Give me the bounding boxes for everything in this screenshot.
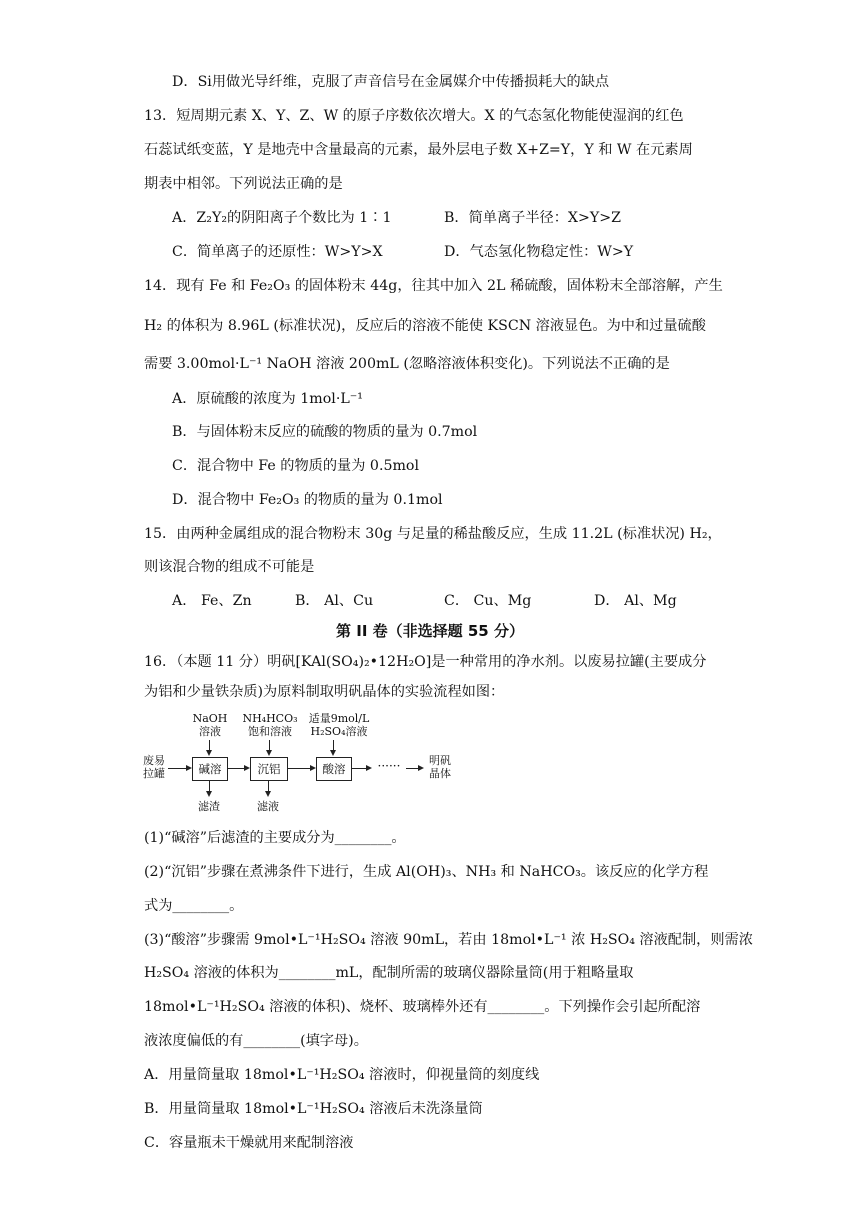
q15-option-b: B． Al、Cu (295, 593, 374, 609)
reagent3-label: 适量9mol/L H₂SO₄溶液 (308, 712, 370, 738)
q16-option-a: A．用量筒量取 18mol•L⁻¹H₂SO₄ 溶液时，仰视量筒的刻度线 (144, 1067, 540, 1083)
q14-option-a: A．原硫酸的浓度为 1mol·L⁻¹ (172, 391, 363, 407)
q13-stem-line3: 期表中相邻。下列说法正确的是 (144, 176, 343, 192)
q13-stem-line2: 石蕊试纸变蓝，Y 是地壳中含量最高的元素，最外层电子数 X+Z=Y，Y 和 W 在元素周 (144, 142, 693, 158)
q15-option-a: A． Fe、Zn (172, 593, 252, 609)
step-acid-dissolve: 酸溶 (316, 757, 352, 781)
q13-option-a: A．Z₂Y₂的阴阳离子个数比为 1∶1 (172, 210, 392, 226)
reagent2-label: NH₄HCO₃ 饱和溶液 (242, 712, 298, 738)
q15-option-c: C． Cu、Mg (444, 593, 532, 609)
q16-part1: (1)“碱溶”后滤渣的主要成分为________。 (144, 830, 406, 846)
q14-stem-line2: H₂ 的体积为 8.96L (标准状况)，反应后的溶液不能使 KSCN 溶液显色。为中和过量硫酸 (144, 318, 706, 334)
process-dots: ······ (377, 759, 401, 773)
q16-option-b: B．用量筒量取 18mol•L⁻¹H₂SO₄ 溶液后未洗涤量筒 (144, 1101, 483, 1117)
q16-part3-line4: 液浓度偏低的有________(填字母)。 (144, 1033, 368, 1049)
reagent1-label: NaOH 溶液 (192, 712, 228, 738)
q16-part3-line1: (3)“酸溶”步骤需 9mol•L⁻¹H₂SO₄ 溶液 90mL，若由 18mol•L⁻¹ 浓 H₂SO₄ 溶液配制，则需浓 (144, 932, 753, 948)
q15-stem-line1: 15．由两种金属组成的混合物粉末 30g 与足量的稀盐酸反应，生成 11.2L (标准状况) H₂， (144, 526, 722, 542)
q13-option-b: B．简单离子半径：X>Y>Z (444, 210, 622, 226)
step-alkali-dissolve: 碱溶 (192, 757, 228, 781)
q16-part3-line2: H₂SO₄ 溶液的体积为________mL，配制所需的玻璃仪器除量筒(用于粗略量取 (144, 965, 634, 981)
q13-option-d: D．气态氢化物稳定性：W>Y (444, 244, 634, 260)
q16-stem-line1: 16．（本题 11 分）明矾[KAl(SO₄)₂•12H₂O]是一种常用的净水剂。以废易拉罐(主要成分 (144, 654, 707, 670)
output-label: 明矾 晶体 (429, 754, 451, 780)
q14-option-b: B．与固体粉末反应的硫酸的物质的量为 0.7mol (172, 424, 478, 440)
q16-part2-line2: 式为________。 (144, 898, 244, 914)
q14-option-c: C．混合物中 Fe 的物质的量为 0.5mol (172, 458, 420, 474)
step-aluminum-precipitate: 沉铝 (250, 757, 288, 781)
q12-option-d: D．Si用做光导纤维，克服了声音信号在金属媒介中传播损耗大的缺点 (172, 74, 610, 90)
section-heading: 第 II 卷（非选择题 55 分） (336, 622, 524, 640)
input-label: 废易 拉罐 (143, 754, 165, 780)
q13-option-c: C．简单离子的还原性：W>Y>X (172, 244, 383, 260)
q14-stem-line1: 14．现有 Fe 和 Fe₂O₃ 的固体粉末 44g，往其中加入 2L 稀硫酸，固体粉末全部溶解，产生 (144, 278, 723, 294)
q16-part3-line3: 18mol•L⁻¹H₂SO₄ 溶液的体积)、烧杯、玻璃棒外还有________。下列操作会引起所配溶 (144, 999, 701, 1015)
q14-stem-line3: 需要 3.00mol·L⁻¹ NaOH 溶液 200mL (忽略溶液体积变化)。下列说法不正确的是 (144, 356, 670, 372)
q15-option-d: D． Al、Mg (594, 593, 677, 609)
flow-diagram (140, 706, 460, 822)
q15-stem-line2: 则该混合物的组成不可能是 (144, 559, 315, 575)
q14-option-d: D．混合物中 Fe₂O₃ 的物质的量为 0.1mol (172, 492, 443, 508)
q16-part2-line1: (2)“沉铝”步骤在煮沸条件下进行，生成 Al(OH)₃、NH₃ 和 NaHCO₃。该反应的化学方程 (144, 864, 709, 880)
q16-option-c: C．容量瓶未干燥就用来配制溶液 (144, 1135, 354, 1151)
q16-stem-line2: 为铝和少量铁杂质)为原料制取明矾晶体的实验流程如图： (144, 684, 505, 700)
out2-label: 滤液 (257, 800, 279, 813)
out1-label: 滤渣 (198, 800, 220, 813)
q13-stem-line1: 13．短周期元素 X、Y、Z、W 的原子序数依次增大。X 的气态氢化物能使湿润的红色 (144, 108, 684, 124)
